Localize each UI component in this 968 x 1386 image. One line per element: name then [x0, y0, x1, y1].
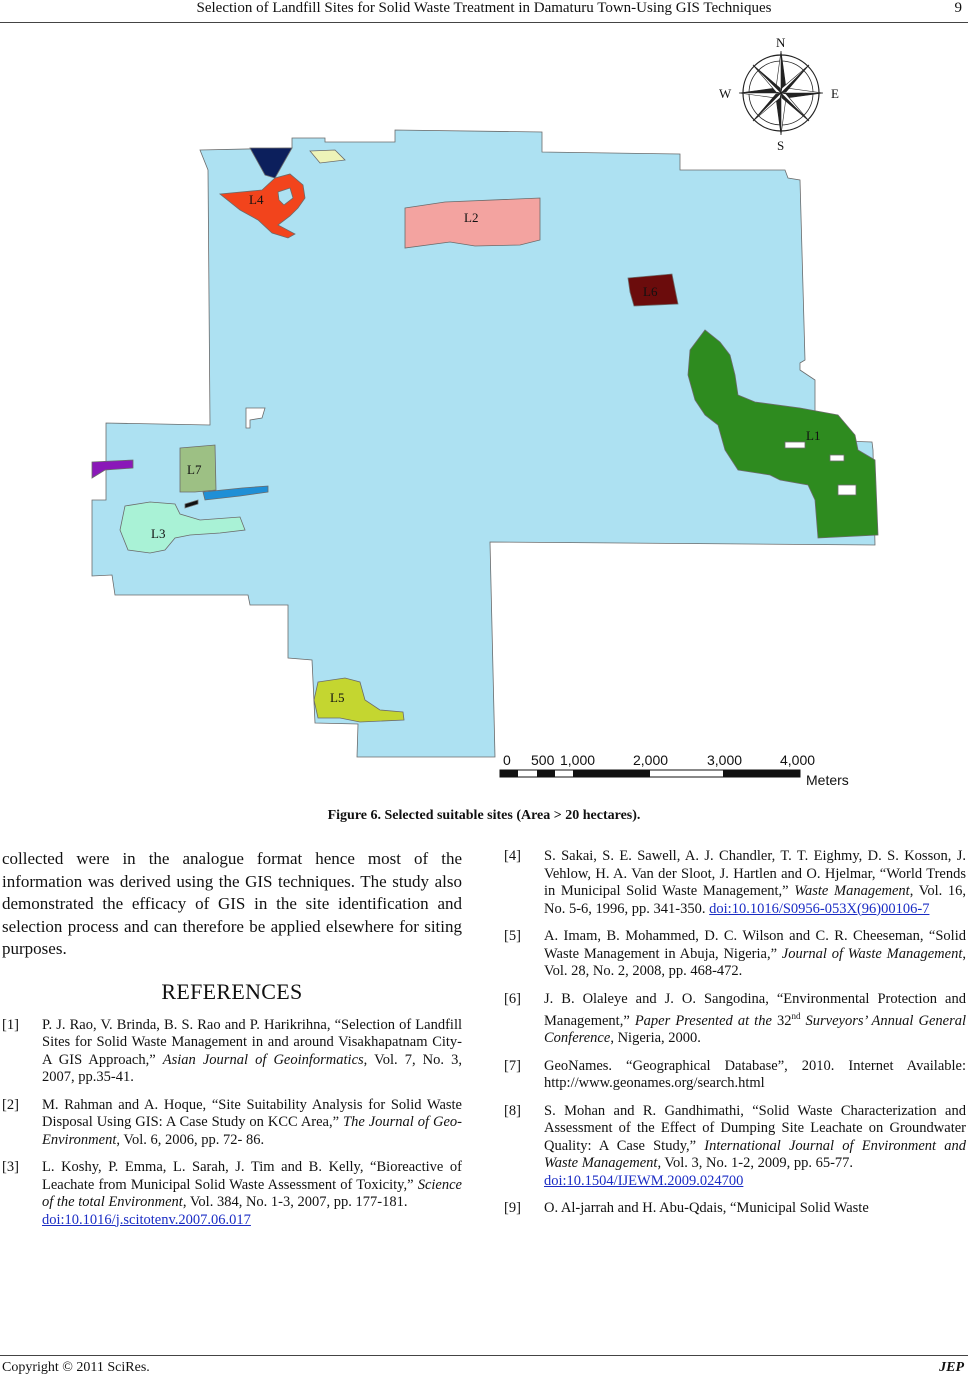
reference-number: [1]	[2, 1016, 19, 1033]
reference-item: [4] S. Sakai, S. E. Sawell, A. J. Chandler, T. T. Eighmy, D. S. Kosson, J. Vehlow, H. A. Van der Sloot, J. Hartlen and O. Hjelmar, “World Trends in Municipal Solid Waste Management,” Waste Management, Vol. 16, No. 5-6, 1996, pp. 341-350. doi:10.1016/S0956-053X(96)00106-7	[504, 848, 966, 917]
page-header	[0, 0, 968, 22]
reference-number: [8]	[504, 1102, 521, 1119]
footer-divider	[0, 1355, 968, 1356]
reference-source: Paper Presented at the	[634, 1012, 772, 1029]
body-paragraph: collected were in the analogue format hence most of the information was derived using the GIS techniques. The study also demonstrated the efficacy of GIS in the site identification and selection process and can therefore be applied elsewhere for siting purposes.	[2, 849, 462, 958]
doi-link[interactable]: doi:10.1504/IJEWM.2009.024700	[544, 1172, 744, 1189]
site-L1-hole	[785, 442, 805, 448]
scale-tick-3000: 3,000	[707, 752, 743, 768]
left-column	[2, 848, 462, 1239]
running-title: Selection of Landfill Sites for Solid Waste Treatment in Damaturu Town-Using GIS Techniques	[196, 0, 772, 16]
reference-number: [2]	[2, 1096, 19, 1113]
scale-tick-2000: 2,000	[633, 752, 669, 768]
reference-item: [2] M. Rahman and A. Hoque, “Site Suitability Analysis for Solid Waste Disposal Using GIS: A Case Study on KCC Area,” The Journal of Geo-Environment, Vol. 6, 2006, pp. 72- 86.	[2, 1096, 462, 1148]
reference-number: [4]	[504, 848, 521, 864]
reference-item: [8] S. Mohan and R. Gandhimathi, “Solid Waste Characterization and Assessment of the Effect of Dumping Site Leachate on Groundwater Quality: A Case Study,” International Journal of Environment and Waste Management, Vol. 3, No. 1-2, 2009, pp. 65-77. doi:10.1504/IJEWM.2009.024700	[504, 1102, 966, 1189]
header-divider	[0, 22, 968, 23]
figure-caption: Figure 6. Selected suitable sites (Area > 20 hectares).	[327, 808, 641, 823]
scale-unit: Meters	[806, 772, 849, 788]
reference-item: [7] GeoNames. “Geographical Database”, 2010. Internet Available: http://www.geonames.org/search.html	[504, 1057, 966, 1092]
site-map-figure	[0, 30, 968, 820]
label-L1: L1	[806, 428, 821, 443]
right-column	[504, 848, 966, 1228]
compass-south: S	[777, 138, 785, 153]
reference-list-right	[504, 848, 966, 1218]
reference-number: [5]	[504, 928, 521, 944]
compass-east: E	[831, 86, 839, 101]
reference-list-left	[2, 1017, 462, 1230]
scale-tick-0: 0	[503, 752, 511, 768]
references-heading: REFERENCES	[161, 978, 303, 1004]
reference-source: Science of the total Environment	[42, 1176, 462, 1210]
label-L6: L6	[643, 284, 658, 299]
scale-bar	[500, 752, 849, 788]
reference-source: Waste Management	[794, 883, 910, 899]
doi-link[interactable]: doi:10.1016/S0956-053X(96)00106-7	[709, 900, 930, 917]
label-L5: L5	[330, 690, 345, 705]
reference-number: [6]	[504, 990, 521, 1007]
compass-west: W	[719, 86, 732, 101]
reference-number: [9]	[504, 1200, 521, 1217]
site-L1-hole	[838, 485, 856, 495]
compass-north: N	[776, 35, 786, 50]
label-L2: L2	[464, 210, 479, 225]
copyright-notice: Copyright © 2011 SciRes.	[2, 1360, 150, 1375]
site-L1-hole	[830, 455, 844, 461]
scale-tick-4000: 4,000	[780, 752, 816, 768]
reference-source: The Journal of Geo-Environment	[42, 1114, 462, 1148]
reference-source: International Journal of Environment and Waste Management	[544, 1137, 966, 1172]
reference-source: Asian Journal of Geoinformatics	[162, 1051, 364, 1068]
scale-tick-1000: 1,000	[560, 752, 596, 768]
doi-link[interactable]: doi:10.1016/j.scitotenv.2007.06.017	[42, 1211, 251, 1228]
journal-abbrev: JEP	[939, 1360, 964, 1375]
reference-item: [1] P. J. Rao, V. Brinda, B. S. Rao and P. Harikrihna, “Selection of Landfill Sites for Solid Waste Management in and around Visakhapatnam City-A GIS Approach,” Asian Journal of Geoinformatics, Vol. 7, No. 3, 2007, pp.35-41.	[2, 1016, 462, 1085]
reference-number: [7]	[504, 1057, 521, 1074]
label-L3: L3	[151, 526, 166, 541]
compass-rose-icon	[719, 35, 839, 153]
label-L7: L7	[187, 462, 202, 477]
page-number: 9	[954, 0, 962, 16]
scale-tick-500: 500	[531, 752, 555, 768]
reference-item: [6] J. B. Olaleye and J. O. Sangodina, “Environmental Protection and Management,” Paper Presented at the 32nd Surveyors’ Annual General Conference, Nigeria, 2000.	[504, 990, 966, 1047]
label-L4: L4	[249, 192, 264, 207]
reference-item: [3] L. Koshy, P. Emma, L. Sarah, J. Tim and B. Kelly, “Bioreactive of Leachate from Municipal Solid Waste Assessment of Toxicity,” Science of the total Environment, Vol. 384, No. 1-3, 2007, pp. 177-181. doi:10.1016/j.scitotenv.2007.06.017	[2, 1159, 462, 1228]
reference-item: [5] A. Imam, B. Mohammed, D. C. Wilson and C. R. Cheeseman, “Solid Waste Management in Abuja, Nigeria,” Journal of Waste Management, Vol. 28, No. 2, 2008, pp. 468-472.	[504, 928, 966, 979]
reference-source: Surveyors’ Annual General Conference	[544, 1012, 966, 1047]
reference-item: [9] O. Al-jarrah and H. Abu-Qdais, “Municipal Solid Waste	[504, 1200, 869, 1217]
reference-number: [3]	[2, 1159, 19, 1175]
reference-source: Journal of Waste Management	[781, 945, 963, 962]
